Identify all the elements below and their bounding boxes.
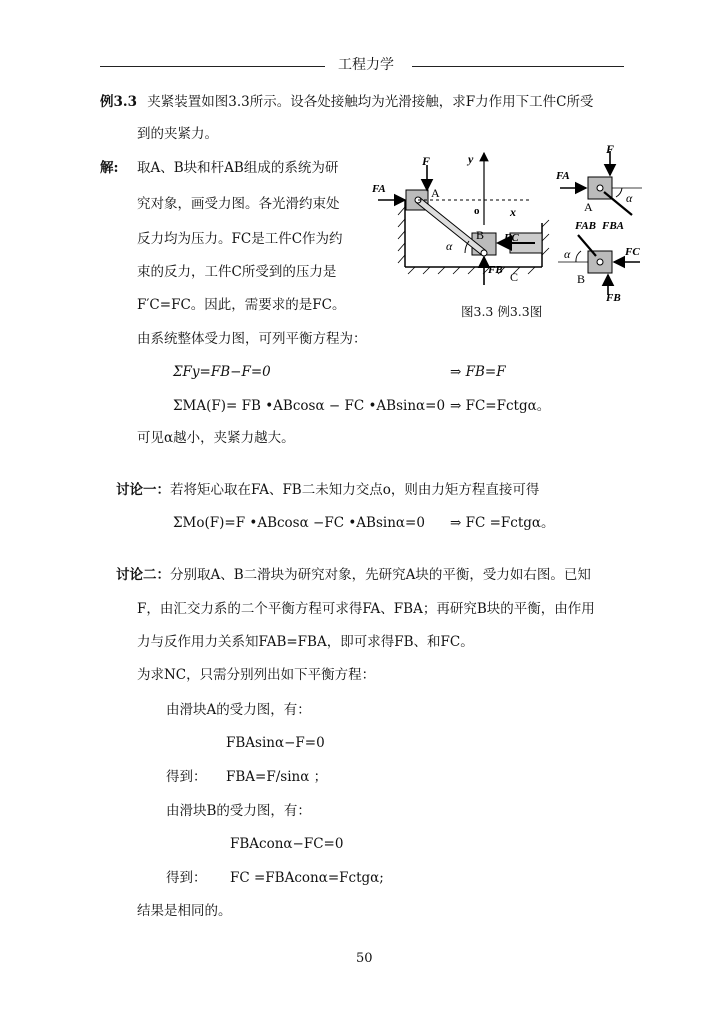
header-rule-right bbox=[412, 66, 624, 67]
label-fb: FB bbox=[488, 264, 503, 276]
example-text-2: 到的夹紧力。 bbox=[137, 126, 218, 142]
label-b-fab: FAB bbox=[575, 220, 597, 232]
discussion2-line2: F，由汇交力系的二个平衡方程可求得FA、FBA；再研究B块的平衡，由作用 bbox=[137, 601, 595, 617]
header-rule-left bbox=[100, 66, 325, 67]
figure-caption: 图3.3 例3.3图 bbox=[461, 304, 543, 319]
discussion2-label: 讨论二： bbox=[116, 567, 170, 583]
label-b-b: B bbox=[577, 272, 586, 286]
label-a: A bbox=[431, 186, 440, 200]
example-label: 例3.3 bbox=[100, 94, 137, 110]
block-b-diagram bbox=[558, 220, 640, 304]
label-fa: FA bbox=[372, 183, 386, 195]
discussion1-text: 若将矩心取在FA、FB二未知力交点o，则由力矩方程直接可得 bbox=[170, 482, 540, 498]
label-a-fba: FBA bbox=[602, 220, 625, 232]
discussion1-eq-left: ΣMo(F)=F •ABcosα −FC •ABsinα=0 bbox=[173, 515, 425, 531]
solution-line-4: 束的反力，工件C所受到的压力是 bbox=[137, 264, 337, 280]
label-fc: FC bbox=[504, 232, 519, 244]
discussion2-line5: 由滑块A的受力图，有： bbox=[166, 702, 311, 718]
label-alpha: α bbox=[446, 239, 453, 253]
label-f: F bbox=[422, 154, 431, 168]
discussion2-line1: 分别取A、B二滑块为研究对象，先研究A块的平衡，受力如右图。已知 bbox=[170, 567, 591, 583]
discussion2-line6: 由滑块B的受力图，有： bbox=[166, 803, 311, 819]
label-b-alpha: α bbox=[564, 247, 571, 261]
eq2-right: ⇒ FC=Fctgα。 bbox=[450, 398, 551, 414]
example-text-1: 夹紧装置如图3.3所示。设各处接触均为光滑接触，求F力作用下工件C所受 bbox=[147, 94, 594, 110]
label-b-fb: FB bbox=[606, 292, 621, 304]
block-a-diagram bbox=[555, 145, 642, 232]
label-a-fa: FA bbox=[556, 170, 570, 182]
solution-line-5: F′C=FC。因此，需要求的是FC。 bbox=[137, 297, 346, 313]
discussion1-eq-right: ⇒ FC =Fctgα。 bbox=[450, 515, 555, 531]
example-block bbox=[100, 96, 593, 110]
solution-line-2: 究对象，画受力图。各光滑约束处 bbox=[137, 196, 340, 212]
label-y: y bbox=[468, 152, 474, 166]
eq1-left: ΣFy=FB−F=0 bbox=[173, 364, 271, 380]
discussion2-line4: 为求NC，只需分别列出如下平衡方程： bbox=[137, 667, 376, 683]
discussion1-block bbox=[116, 484, 539, 498]
solution-conclusion: 可见α越小，夹紧力越大。 bbox=[137, 430, 295, 446]
discussion2-block bbox=[116, 569, 591, 583]
eq2-left: ΣMA(F)= FB •ABcosα − FC •ABsinα=0 bbox=[173, 398, 446, 414]
discussion2-final: 结果是相同的。 bbox=[137, 903, 232, 919]
discussion2-resA: FBA=F/sinα ； bbox=[226, 769, 328, 785]
label-c: C bbox=[510, 270, 519, 284]
figure-3-3 bbox=[370, 145, 655, 305]
solution-line-3: 反力均为压力。FC是工件C作为约 bbox=[137, 231, 343, 247]
discussion2-eqA: FBAsinα−F=0 bbox=[226, 735, 325, 751]
label-a-f: F bbox=[606, 145, 615, 156]
label-a-alpha: α bbox=[626, 191, 633, 205]
label-b-fc: FC bbox=[625, 246, 640, 258]
label-x: x bbox=[510, 205, 516, 219]
discussion2-eqB: FBAconα−FC=0 bbox=[230, 836, 344, 852]
discussion2-line3: 力与反作用力关系知FAB=FBA，即可求得FB、和FC。 bbox=[137, 634, 474, 650]
label-b: B bbox=[476, 228, 485, 242]
solution-line-1: 取A、B块和杆AB组成的系统为研 bbox=[137, 160, 339, 176]
discussion2-got-label-1: 得到： bbox=[166, 769, 207, 785]
page-number: 50 bbox=[356, 951, 373, 966]
eq1-right: ⇒ FB=F bbox=[450, 364, 506, 380]
header-title: 工程力学 bbox=[338, 57, 394, 73]
discussion1-label: 讨论一： bbox=[116, 482, 170, 498]
solution-after: 由系统整体受力图，可列平衡方程为： bbox=[137, 331, 367, 347]
mechanism-diagram bbox=[371, 152, 549, 285]
label-o: o bbox=[474, 205, 480, 217]
label-a-a: A bbox=[584, 200, 593, 214]
discussion2-got-label-2: 得到： bbox=[166, 870, 207, 886]
discussion2-resB: FC =FBAconα=Fctgα; bbox=[230, 870, 384, 886]
solution-label: 解: bbox=[100, 160, 119, 176]
